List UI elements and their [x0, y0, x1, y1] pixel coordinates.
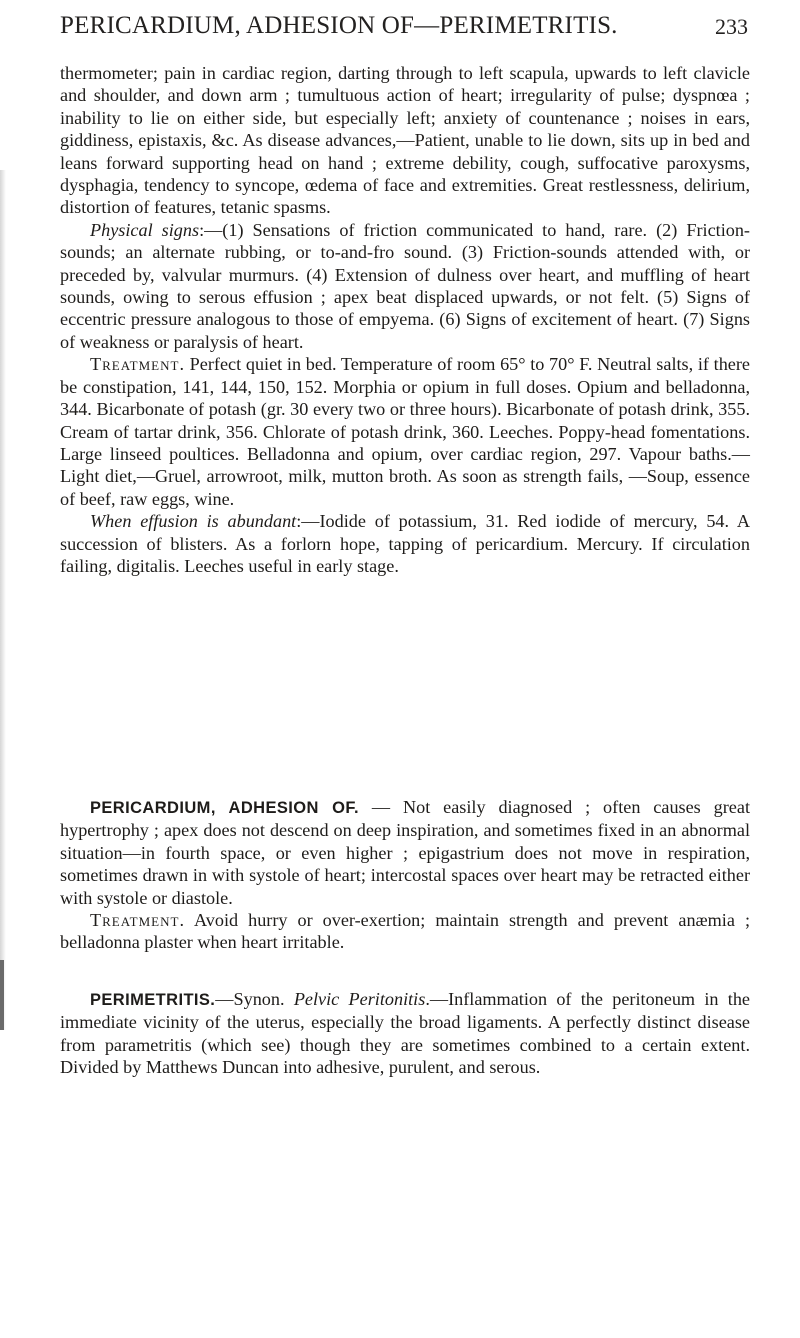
- physical-signs-label: Physical signs: [90, 219, 200, 240]
- perimetritis-paragraph: [60, 988, 750, 1079]
- pericarditis-section: [60, 62, 750, 577]
- treatment-label: Treatment.: [90, 354, 185, 375]
- adhesion-heading: PERICARDIUM, ADHESION OF.: [90, 799, 360, 817]
- treatment-paragraph: [60, 353, 750, 510]
- symptoms-text: thermometer; pain in cardiac region, darting through to left scapula, upwards to left clavicle and shoulder, and down arm ; tumultuous action of heart; irregularity of pulse; dyspnœa ; inability to lie on either side, but especially left; anxiety of countenance ; noises in ears, giddiness, epistaxis, &c. As disease advances,—Patient, unable to lie down, sits up in bed and leans forward supporting head on hand ; extreme debility, cough, suffocative paroxysms, dysphagia, tendency to syncope, œdema of face and extremities. Great restlessness, delirium, distortion of features, tetanic spasms.: [60, 63, 750, 218]
- running-title: PERICARDIUM, ADHESION OF—PERIMETRITIS.: [60, 12, 618, 39]
- treatment-text: Perfect quiet in bed. Temperature of room 65° to 70° F. Neutral salts, if there be constipation, 141, 144, 150, 152. Morphia or opium in full doses. Opium and belladonna, 344. Bicarbonate of potash (gr. 30 every two or three hours). Bicarbonate of potash drink, 355. Cream of tartar drink, 356. Chlorate of potash drink, 360. Leeches. Poppy-head fomentations. Large linseed poultices. Belladonna and opium, over cardiac region, 297. Vapour baths.—Light diet,—Gruel, arrowroot, milk, mutton broth. As soon as strength fails, —Soup, essence of beef, raw eggs, wine.: [60, 354, 750, 509]
- effusion-label: When effusion is abundant: [90, 511, 297, 532]
- symptoms-paragraph: [60, 62, 750, 219]
- adhesion-section: [60, 796, 750, 954]
- effusion-paragraph: [60, 510, 750, 577]
- binding-edge: [0, 960, 4, 1030]
- effusion-text: :—Iodide of potassium, 31. Red iodide of mercury, 54. A succession of blisters. As a forlorn hope, tapping of pericardium. Mercury. If circulation failing, digitalis. Leeches useful in early stage.: [60, 511, 750, 576]
- perimetritis-synonym-term: Pelvic Peritonitis: [293, 989, 426, 1009]
- adhesion-treatment-paragraph: [60, 909, 750, 954]
- adhesion-text: — Not easily diagnosed ; often causes great hypertrophy ; apex does not descend on deep inspiration, and sometimes fixed in an abnormal situation—in fourth space, or even higher ; epigastrium does not move in respiration, sometimes drawn in with systole of heart; intercostal spaces over heart may be retracted either with systole or diastole.: [60, 797, 751, 908]
- physical-signs-paragraph: [60, 219, 750, 353]
- perimetritis-section: [60, 988, 750, 1079]
- adhesion-treatment-text: Avoid hurry or over-exertion; maintain strength and prevent anæmia ; belladonna plaster when heart irritable.: [60, 910, 750, 953]
- physical-signs-text: :—(1) Sensations of friction communicated to hand, rare. (2) Friction-sounds; an alternate rubbing, or to-and-fro sound. (3) Friction-sounds attended with, or preceded by, valvular murmurs. (4) Extension of dulness over heart, and muffling of heart sounds, owing to serous effusion ; apex beat displaced upwards, or not felt. (5) Signs of eccentric pressure analogous to those of empyema. (6) Signs of excitement of heart. (7) Signs of weakness or paralysis of heart.: [60, 219, 750, 352]
- page-number: 233: [715, 14, 748, 39]
- adhesion-treatment-label: Treatment.: [90, 910, 185, 931]
- running-head: [60, 12, 748, 48]
- perimetritis-text: .—Inflammation of the peritoneum in the immediate vicinity of the uterus, especially the broad ligaments. A perfectly distinct disease from parametritis (which see) though they are sometimes combined to a certain extent. Divided by Matthews Duncan into adhesive, purulent, and serous.: [60, 989, 751, 1078]
- perimetritis-synonym-prefix: —Synon.: [215, 989, 294, 1009]
- perimetritis-heading: PERIMETRITIS.: [90, 991, 216, 1009]
- binding-shadow: [0, 170, 6, 1030]
- adhesion-paragraph: [60, 796, 750, 909]
